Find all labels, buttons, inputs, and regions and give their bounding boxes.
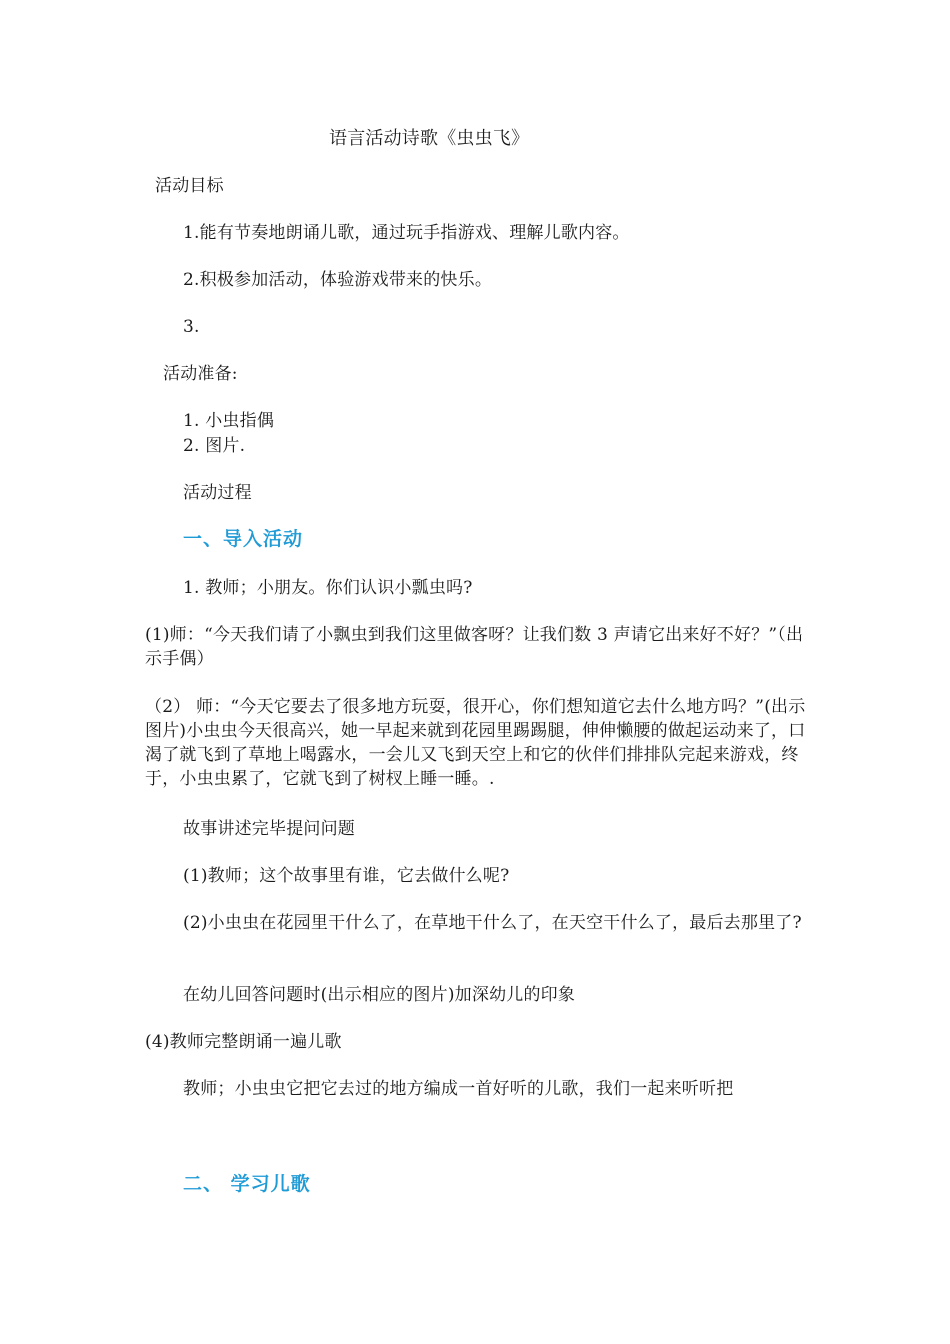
paragraph-2: （2） 师：“今天它要去了很多地方玩耍，很开心，你们想知道它去什么地方吗？”(出示图片)小虫虫今天很高兴，她一早起来就到花园里踢踢腿，伸伸懒腰的做起运动来了，口渴了就飞到了草地上喝露水，一会儿又飞到天空上和它的伙伴们排排队完起来游戏，终于，小虫虫累了，它就飞到了树杈上睡一睡。. xyxy=(145,697,806,789)
section-heading-learn: 二、 学习儿歌 xyxy=(183,1173,311,1195)
process-heading: 活动过程 xyxy=(183,483,252,503)
question-4: (4)教师完整朗诵一遍儿歌 xyxy=(145,1032,342,1052)
question-1: (1)教师；这个故事里有谁，它去做什么呢? xyxy=(183,866,510,886)
prep-item-1: 1. 小虫指偶 xyxy=(183,411,275,431)
prep-item-2: 2. 图片. xyxy=(183,436,246,456)
goal-item-3: 3. xyxy=(183,317,200,337)
goal-item-2: 2.积极参加活动，体验游戏带来的快乐。 xyxy=(183,270,493,290)
goals-heading: 活动目标 xyxy=(155,176,224,196)
prep-heading: 活动准备: xyxy=(163,364,238,384)
step-item-1: 1. 教师；小朋友。你们认识小瓢虫吗? xyxy=(183,578,473,598)
answer-note: 在幼儿回答问题时(出示相应的图片)加深幼儿的印象 xyxy=(183,985,576,1005)
section-heading-intro: 一、导入活动 xyxy=(183,528,304,550)
story-done-note: 故事讲述完毕提问问题 xyxy=(183,819,355,839)
teacher-line: 教师；小虫虫它把它去过的地方编成一首好听的儿歌，我们一起来听听把 xyxy=(183,1079,734,1099)
goal-item-1: 1.能有节奏地朗诵儿歌，通过玩手指游戏、理解儿歌内容。 xyxy=(183,223,630,243)
document-title: 语言活动诗歌《虫虫飞》 xyxy=(329,128,530,149)
question-2: (2)小虫虫在花园里干什么了，在草地干什么了，在天空干什么了，最后去那里了? xyxy=(183,913,802,933)
paragraph-1: (1)师：“今天我们请了小飘虫到我们这里做客呀？让我们数 3 声请它出来好不好？”（出示手偶） xyxy=(145,625,804,669)
